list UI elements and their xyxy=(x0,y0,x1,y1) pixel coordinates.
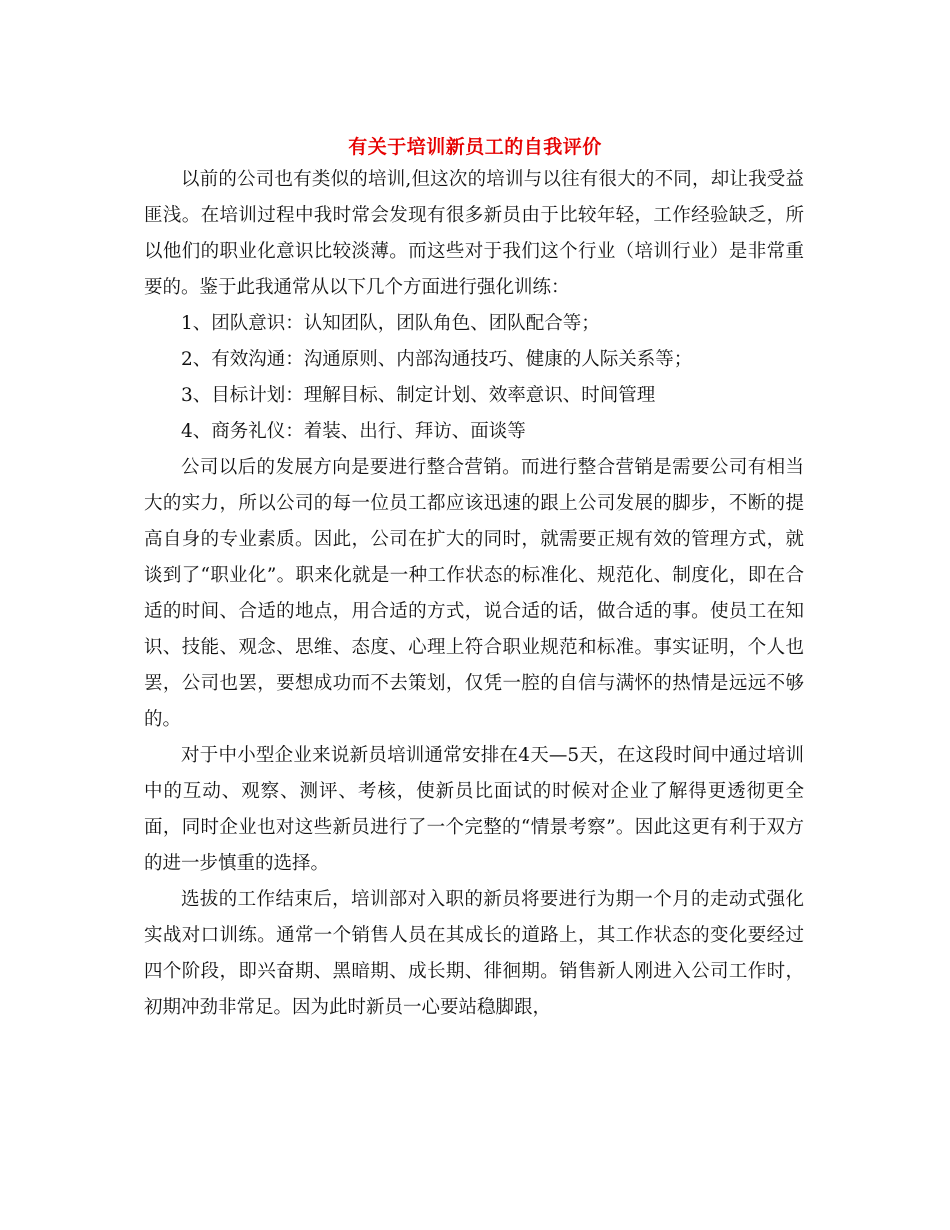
list-item-goal-planning: 3、目标计划：理解目标、制定计划、效率意识、时间管理 xyxy=(181,385,656,406)
list-item-teamwork: 1、团队意识：认知团队，团队角色、团队配合等； xyxy=(181,313,600,334)
document-body xyxy=(144,162,804,1026)
list-item-business-etiquette: 4、商务礼仪：着装、出行、拜访、面谈等 xyxy=(181,421,526,442)
list-item-communication: 2、有效沟通：沟通原则、内部沟通技巧、健康的人际关系等； xyxy=(181,349,693,370)
paragraph-training-schedule: 对于中小型企业来说新员培训通常安排在4天—5天，在这段时间中通过培训中的互动、观察、测评、考核，使新员比面试的时候对企业了解得更透彻更全面，同时企业也对这些新员进行了一个完整的“情景考察”。因此这更有利于双方的进一步慎重的选择。 xyxy=(144,745,804,874)
paragraph-intro: 以前的公司也有类似的培训,但这次的培训与以往有很大的不同，却让我受益匪浅。在培训过程中我时常会发现有很多新员由于比较年轻，工作经验缺乏，所以他们的职业化意识比较淡薄。而这些对于我们这个行业（培训行业）是非常重要的。鉴于此我通常从以下几个方面进行强化训练： xyxy=(144,169,804,298)
paragraph-professionalization: 公司以后的发展方向是要进行整合营销。而进行整合营销是需要公司有相当大的实力，所以公司的每一位员工都应该迅速的跟上公司发展的脚步，不断的提高自身的专业素质。因此，公司在扩大的同时，就需要正规有效的管理方式，就谈到了“职业化”。职来化就是一种工作状态的标准化、规范化、制度化，即在合适的时间、合适的地点，用合适的方式，说合适的话，做合适的事。使员工在知识、技能、观念、思维、态度、心理上符合职业规范和标准。事实证明，个人也罢，公司也罢，要想成功而不去策划，仅凭一腔的自信与满怀的热情是远远不够的。 xyxy=(144,457,804,730)
paragraph-field-training: 选拔的工作结束后，培训部对入职的新员将要进行为期一个月的走动式强化实战对口训练。通常一个销售人员在其成长的道路上，其工作状态的变化要经过四个阶段，即兴奋期、黑暗期、成长期、徘徊期。销售新人刚进入公司工作时，初期冲劲非常足。因为此时新员一心要站稳脚跟， xyxy=(144,889,804,1018)
document-title: 有关于培训新员工的自我评价 xyxy=(348,136,602,158)
